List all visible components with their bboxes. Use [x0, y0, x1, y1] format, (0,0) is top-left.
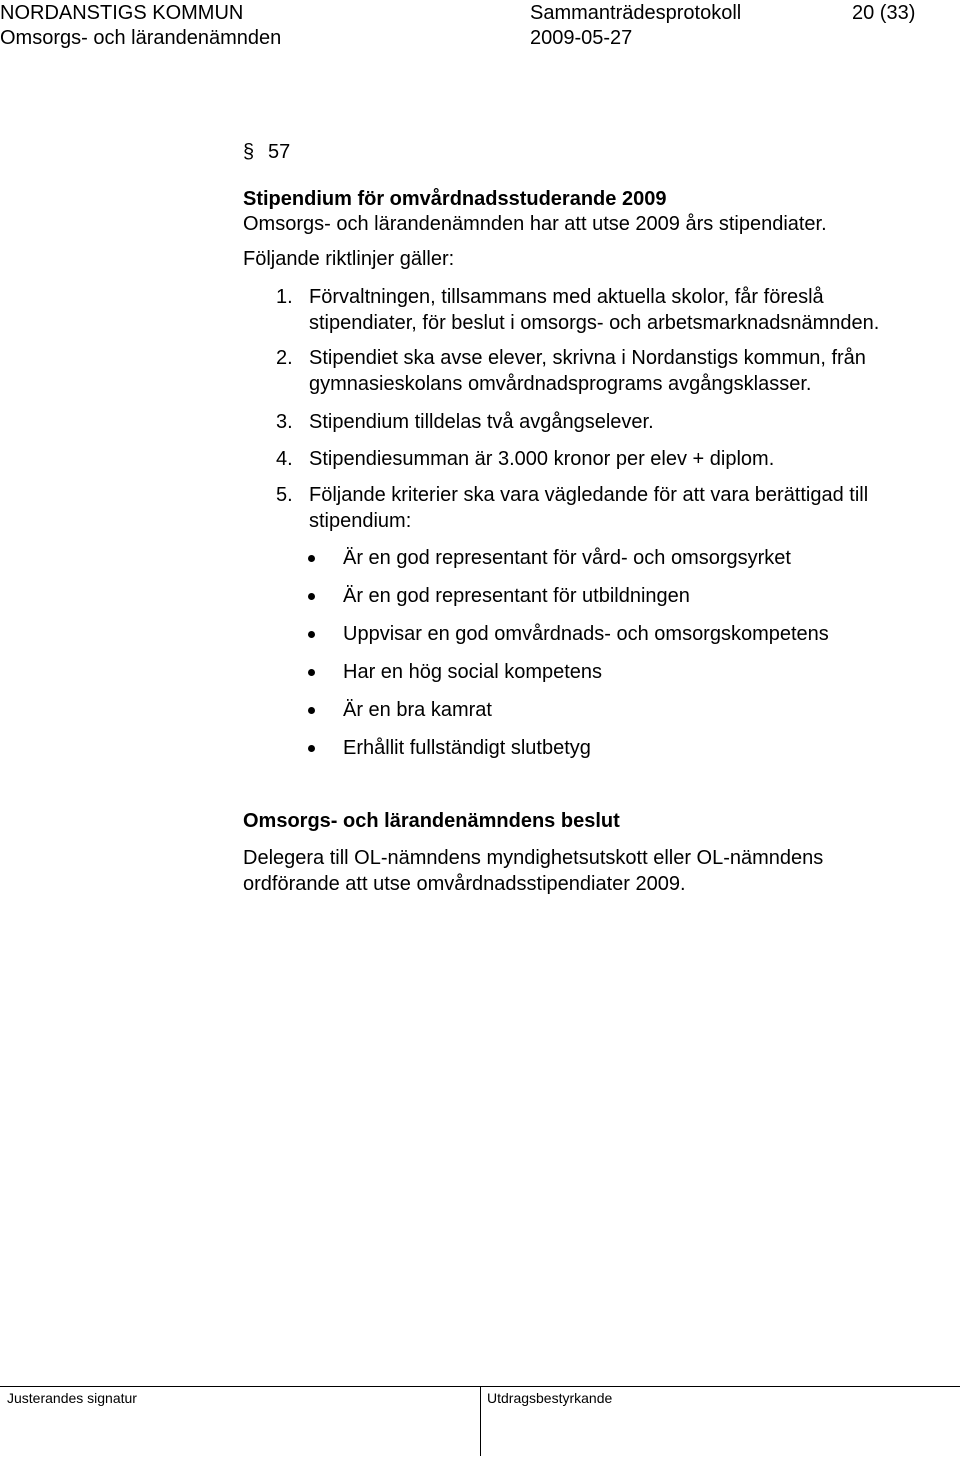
- criteria-text: Har en hög social kompetens: [343, 661, 603, 683]
- municipality-name: NORDANSTIGS KOMMUN: [0, 2, 244, 24]
- bullet-icon: [308, 555, 315, 562]
- bullet-icon: [308, 631, 315, 638]
- extract-label: Utdragsbestyrkande: [487, 1390, 613, 1406]
- list-item-text: stipendium:: [309, 510, 412, 532]
- bullet-icon: [308, 593, 315, 600]
- bullet-icon: [308, 745, 315, 752]
- section-number: 57: [268, 141, 291, 163]
- list-item-number: 2.: [276, 347, 293, 369]
- decision-text: ordförande att utse omvårdnadsstipendiater 2009.: [243, 873, 686, 895]
- criteria-text: Är en bra kamrat: [343, 699, 492, 721]
- meeting-date: 2009-05-27: [530, 27, 633, 49]
- list-item-number: 1.: [276, 286, 293, 308]
- criteria-text: Är en god representant för utbildningen: [343, 585, 690, 607]
- decision-text: Delegera till OL-nämndens myndighetsutskott eller OL-nämndens: [243, 847, 824, 869]
- decision-heading: Omsorgs- och lärandenämndens beslut: [243, 810, 620, 832]
- list-item-text: Stipendium tilldelas två avgångselever.: [309, 411, 654, 433]
- guidelines-label: Följande riktlinjer gäller:: [243, 248, 455, 270]
- criteria-text: Erhållit fullständigt slutbetyg: [343, 737, 591, 759]
- list-item-number: 4.: [276, 448, 293, 470]
- intro-text: Omsorgs- och lärandenämnden har att utse 2009 års stipendiater.: [243, 213, 827, 235]
- bullet-icon: [308, 707, 315, 714]
- page-number: 20 (33): [852, 2, 916, 24]
- list-item-text: stipendiater, för beslut i omsorgs- och arbetsmarknadsnämnden.: [309, 312, 880, 334]
- section-symbol: §: [243, 141, 255, 163]
- footer-column-divider: [480, 1386, 481, 1456]
- section-title: Stipendium för omvårdnadsstuderande 2009: [243, 188, 667, 210]
- document-type: Sammanträdesprotokoll: [530, 2, 742, 24]
- bullet-icon: [308, 669, 315, 676]
- list-item-text: gymnasieskolans omvårdnadsprograms avgångsklasser.: [309, 373, 812, 395]
- list-item-text: Följande kriterier ska vara vägledande för att vara berättigad till: [309, 484, 869, 506]
- list-item-text: Stipendiesumman är 3.000 kronor per elev + diplom.: [309, 448, 775, 470]
- criteria-text: Uppvisar en god omvårdnads- och omsorgskompetens: [343, 623, 829, 645]
- list-item-number: 3.: [276, 411, 293, 433]
- list-item-text: Stipendiet ska avse elever, skrivna i Nordanstigs kommun, från: [309, 347, 866, 369]
- list-item-text: Förvaltningen, tillsammans med aktuella skolor, får föreslå: [309, 286, 824, 308]
- list-item-number: 5.: [276, 484, 293, 506]
- signature-label: Justerandes signatur: [7, 1390, 137, 1406]
- committee-name: Omsorgs- och lärandenämnden: [0, 27, 282, 49]
- criteria-text: Är en god representant för vård- och omsorgsyrket: [343, 547, 791, 569]
